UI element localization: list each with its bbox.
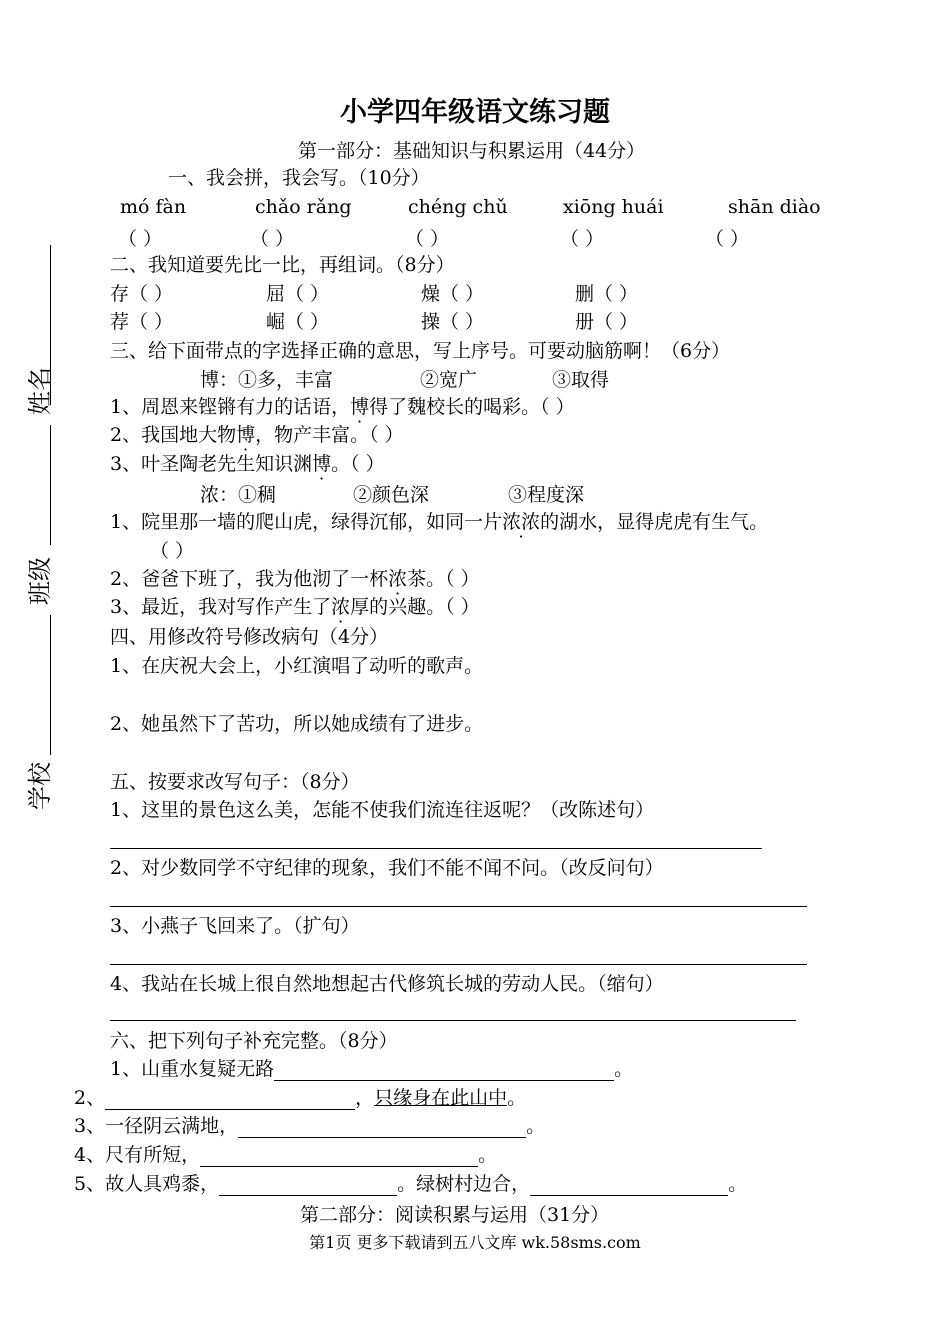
poem-given-text: 只缘身在此山中 — [374, 1087, 508, 1109]
side-line-name[interactable] — [50, 245, 51, 405]
poem-text: 5、故人具鸡黍， — [74, 1173, 220, 1195]
bo-item-1[interactable] — [110, 395, 575, 419]
nong-meaning-3: ③程度深 — [508, 484, 585, 506]
item-text: 厚的兴趣。（ ） — [350, 596, 480, 618]
answer-line-1[interactable] — [110, 848, 762, 849]
page-title: 小学四年级语文练习题 — [340, 97, 610, 128]
poem-text: 1、山重水复疑无路 — [110, 1058, 275, 1080]
answer-bracket-3[interactable]: （ ） — [405, 228, 450, 250]
compare-item[interactable]: 册（ ） — [575, 311, 639, 333]
poem-text: ， — [355, 1087, 375, 1109]
dotted-char: 浓 — [331, 596, 351, 618]
poem-text: 。 — [614, 1058, 634, 1080]
pinyin-2: chǎo rǎng — [255, 196, 352, 218]
poem-blank[interactable] — [200, 1146, 478, 1167]
sec5-item-4: 4、我站在长城上很自然地想起古代修筑长城的劳动人民。（缩句） — [110, 973, 664, 995]
poem-text: 。 — [478, 1144, 498, 1166]
sec5-item-3: 3、小燕子飞回来了。（扩句） — [110, 915, 360, 937]
item-text: 3、最近，我对写作产生了 — [110, 596, 332, 618]
dotted-char: 博 — [236, 424, 256, 446]
item-text: 茶。（ ） — [407, 568, 480, 590]
poem-blank[interactable] — [274, 1060, 614, 1081]
compare-item[interactable]: 燥（ ） — [421, 283, 485, 305]
answer-line-3[interactable] — [110, 964, 807, 965]
pinyin-4: xiōng huái — [563, 196, 664, 218]
item-text: ，物产丰富。（ ） — [255, 424, 404, 446]
item-text: 3、叶圣陶老先生知识渊 — [110, 453, 313, 475]
pinyin-3: chéng chǔ — [408, 196, 508, 218]
nong-meaning-1: 浓：①稠 — [200, 484, 277, 506]
poem-text: 3、一径阴云满地， — [74, 1115, 239, 1137]
nong-item-2[interactable] — [110, 567, 480, 591]
sec4-item-2[interactable]: 2、她虽然下了苦功，所以她成绩有了进步。 — [110, 713, 484, 735]
bo-meaning-2: ②宽广 — [420, 369, 478, 391]
dotted-char: 浓浓 — [502, 511, 541, 533]
poem-text: 4、尺有所短， — [74, 1144, 201, 1166]
poem-text: 。绿树村边合， — [397, 1173, 531, 1195]
compare-item[interactable]: 崛（ ） — [266, 311, 330, 333]
item-text: 1、院里那一墙的爬山虎，绿得沉郁，如同一片 — [110, 511, 503, 533]
item-text: 得了魏校长的喝彩。（ ） — [369, 396, 575, 418]
dotted-char: 博 — [350, 396, 370, 418]
answer-bracket-2[interactable]: （ ） — [250, 228, 295, 250]
compare-item[interactable]: 操（ ） — [421, 311, 485, 333]
side-label-school: 学校 — [26, 762, 54, 810]
sec1-heading: 一、我会拼，我会写。（10分） — [168, 167, 430, 189]
poem-blank[interactable] — [238, 1117, 526, 1138]
dotted-char: 博 — [312, 453, 332, 475]
sec6-heading: 六、把下列句子补充完整。（8分） — [110, 1030, 398, 1052]
item-text: 的湖水，显得虎虎有生气。 — [540, 511, 769, 533]
sec5-heading: 五、按要求改写句子：（8分） — [110, 771, 360, 793]
nong-item-1-bracket[interactable]: （ ） — [150, 540, 195, 562]
answer-bracket-1[interactable]: （ ） — [118, 228, 163, 250]
item-text: 。（ ） — [331, 453, 385, 475]
compare-item[interactable]: 存（ ） — [110, 283, 174, 305]
compare-item[interactable]: 屈（ ） — [266, 283, 330, 305]
poem-blank[interactable] — [105, 1089, 355, 1110]
answer-bracket-4[interactable]: （ ） — [560, 228, 605, 250]
side-label-name: 姓名 — [26, 367, 54, 415]
poem-text: 。 — [526, 1115, 546, 1137]
item-text: 1、周恩来铿锵有力的话语， — [110, 396, 351, 418]
poem-blank[interactable] — [530, 1175, 728, 1196]
item-text: 2、爸爸下班了，我为他沏了一杯 — [110, 568, 389, 590]
poem-line-4 — [74, 1143, 497, 1167]
sec3-heading: 三、给下面带点的字选择正确的意思，写上序号。可要动脑筋啊！（6分） — [110, 340, 731, 362]
answer-line-2[interactable] — [110, 906, 807, 907]
sec4-heading: 四、用修改符号修改病句（4分） — [110, 626, 389, 648]
bo-meaning-3: ③取得 — [552, 369, 610, 391]
page-footer: 第1页 更多下载请到五八文库 wk.58sms.com — [309, 1233, 641, 1252]
poem-line-1 — [110, 1057, 633, 1081]
sec2-heading: 二、我知道要先比一比，再组词。（8分） — [110, 254, 455, 276]
dotted-char: 浓 — [388, 568, 408, 590]
poem-line-5 — [74, 1172, 747, 1196]
part1-heading: 第一部分：基础知识与积累运用（44分） — [298, 140, 646, 162]
side-line-class[interactable] — [50, 425, 51, 545]
pinyin-1: mó fàn — [120, 196, 187, 218]
part2-heading: 第二部分：阅读积累与运用（31分） — [300, 1204, 610, 1226]
poem-text: 2、 — [74, 1087, 106, 1109]
sec4-item-1[interactable]: 1、在庆祝大会上，小红演唱了动听的歌声。 — [110, 655, 484, 677]
poem-line-2 — [74, 1086, 526, 1110]
nong-item-3[interactable] — [110, 595, 480, 619]
bo-item-2[interactable] — [110, 423, 404, 447]
nong-meaning-2: ②颜色深 — [353, 484, 430, 506]
poem-blank[interactable] — [219, 1175, 397, 1196]
answer-line-4[interactable] — [110, 1020, 796, 1021]
bo-item-3[interactable] — [110, 452, 385, 476]
nong-item-1[interactable] — [110, 510, 768, 534]
poem-text: 。 — [507, 1087, 527, 1109]
compare-item[interactable]: 荐（ ） — [110, 311, 174, 333]
side-line-school[interactable] — [50, 615, 51, 755]
sec5-item-1: 1、这里的景色这么美，怎能不使我们流连往返呢？（改陈述句） — [110, 799, 655, 821]
poem-line-3 — [74, 1114, 545, 1138]
sec5-item-2: 2、对少数同学不守纪律的现象，我们不能不闻不问。（改反问句） — [110, 857, 664, 879]
bo-meaning-1: 博：①多，丰富 — [200, 369, 334, 391]
poem-text: 。 — [728, 1173, 748, 1195]
answer-bracket-5[interactable]: （ ） — [705, 228, 750, 250]
item-text: 2、我国地大物 — [110, 424, 237, 446]
pinyin-5: shān diào — [728, 196, 821, 218]
side-label-class: 班级 — [26, 557, 54, 605]
compare-item[interactable]: 删（ ） — [575, 283, 639, 305]
